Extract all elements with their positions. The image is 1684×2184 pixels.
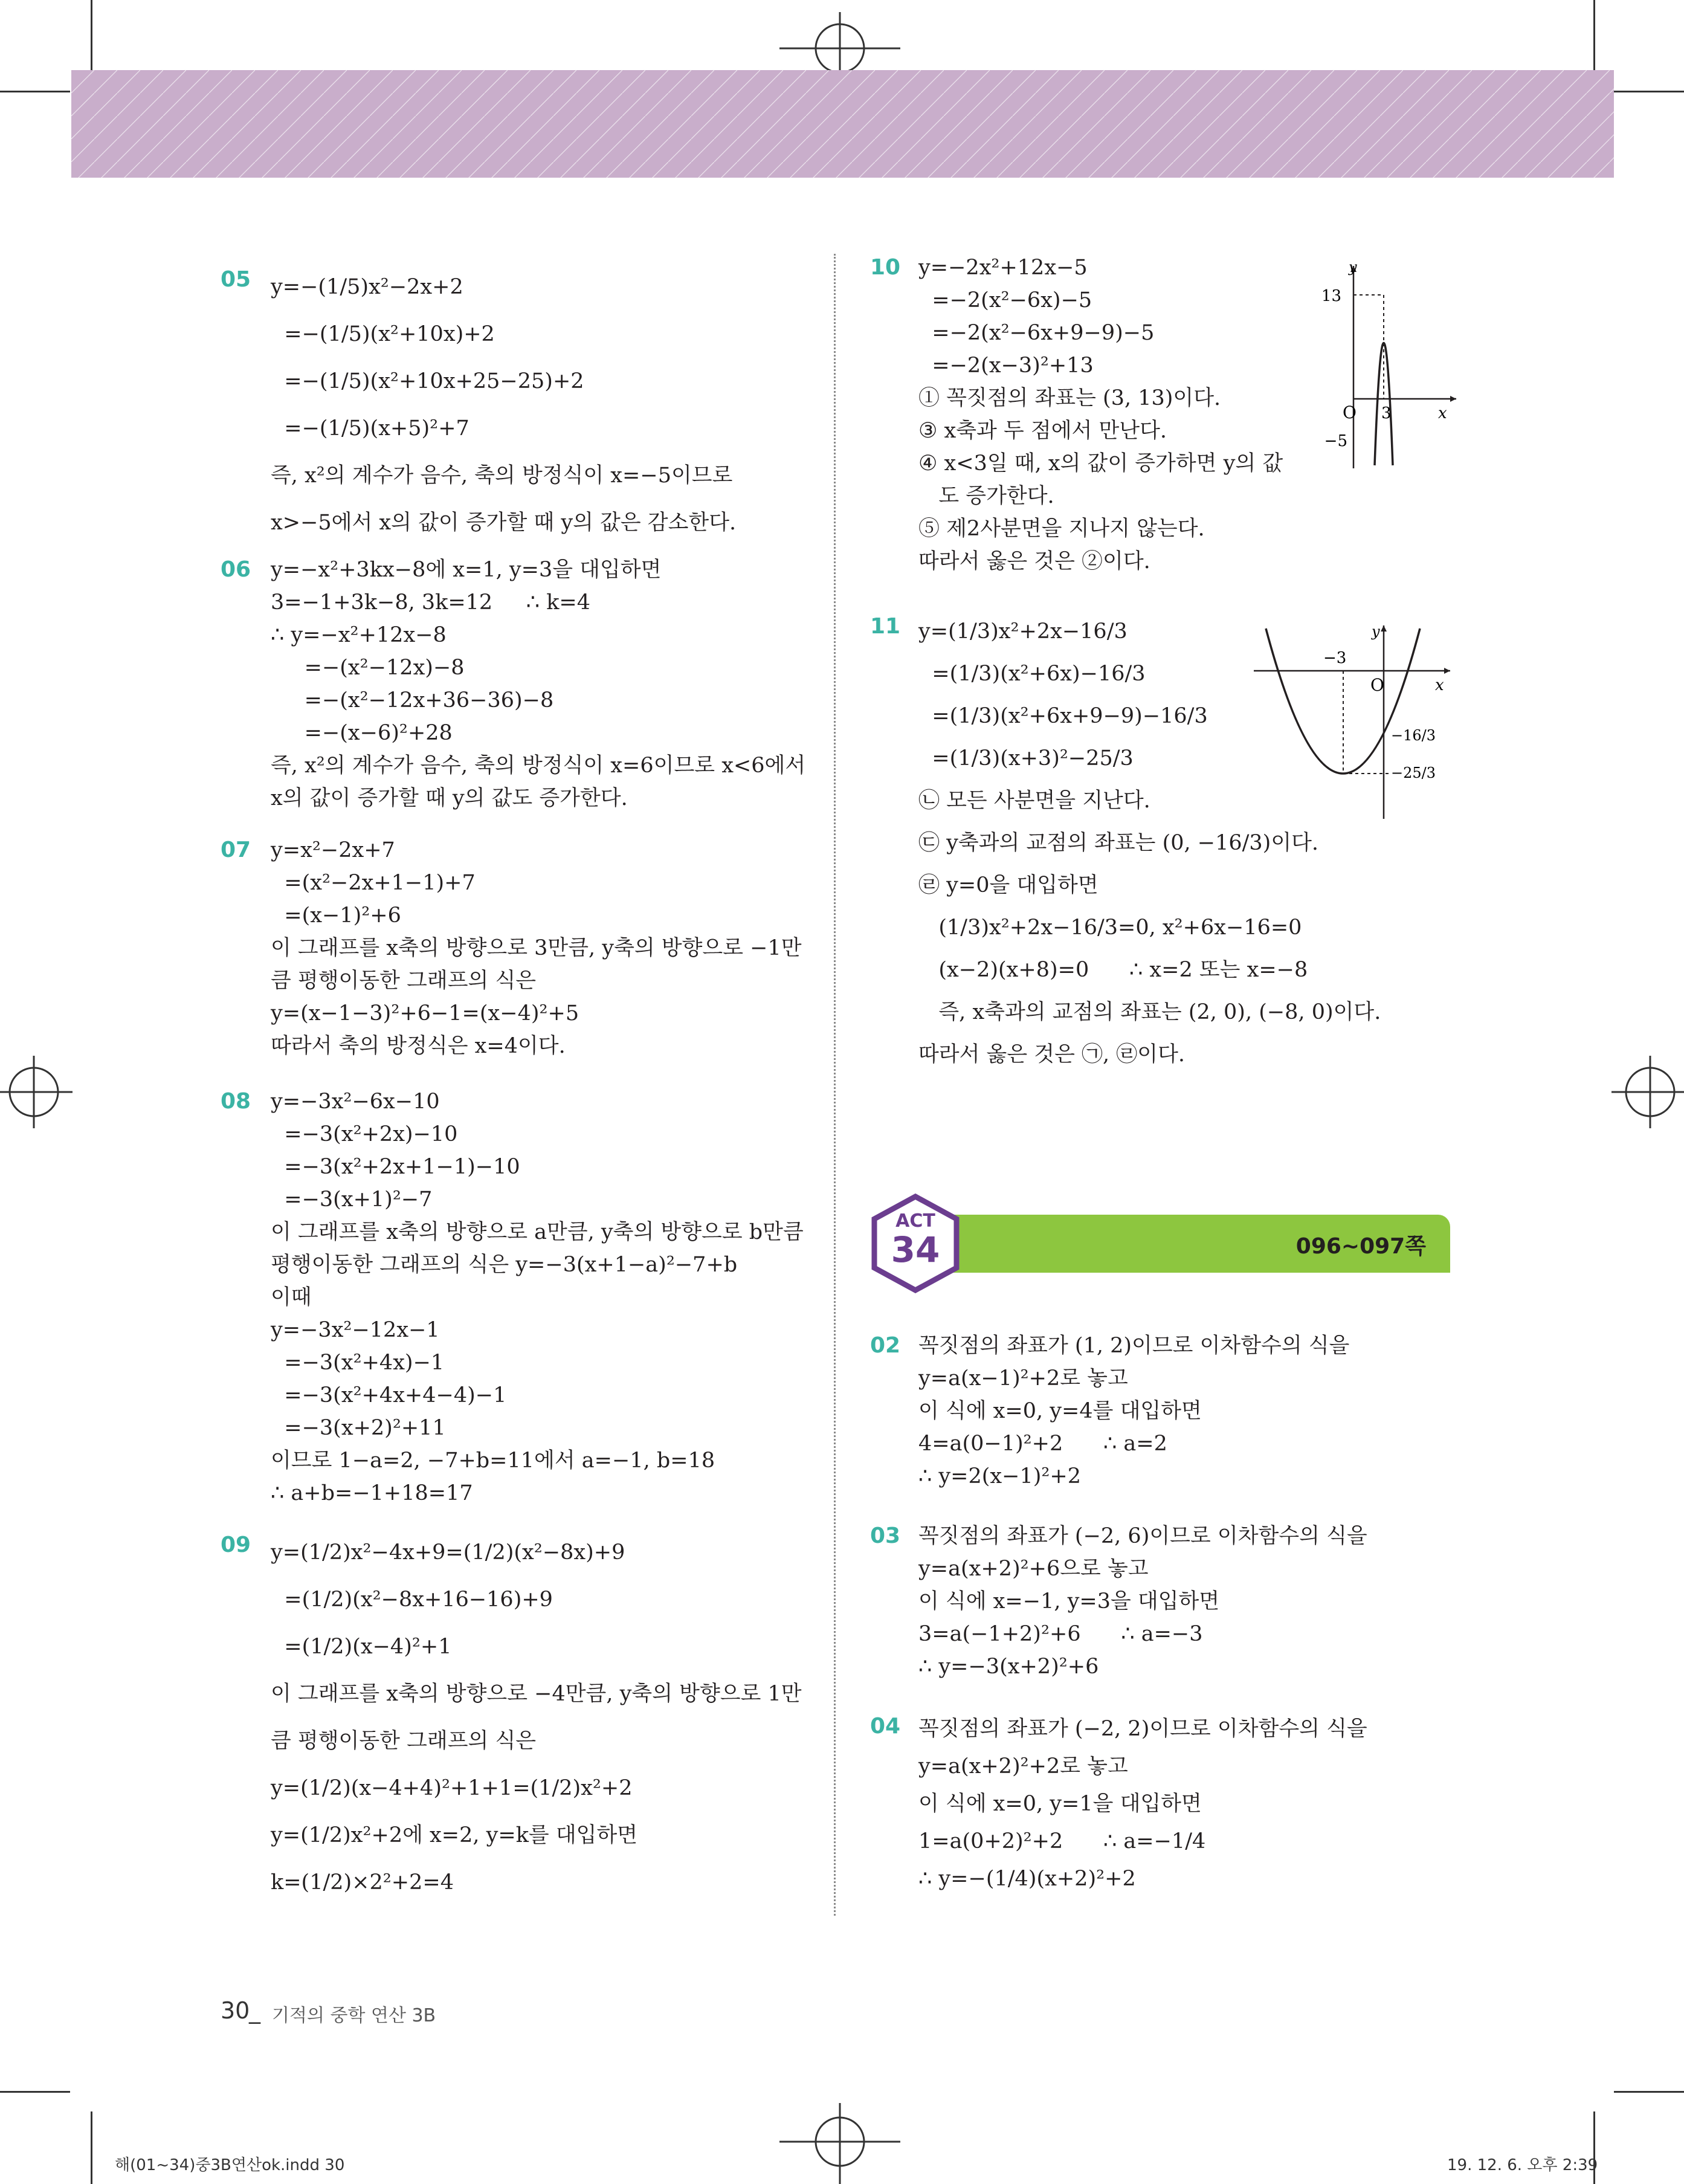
graph10-x-label: x <box>1438 404 1447 422</box>
solution-line: =(1/3)(x²+6x+9−9)−16/3 <box>918 704 1208 728</box>
problem-number: 10 <box>870 255 901 280</box>
graph11-origin: O <box>1370 675 1384 695</box>
file-name: 해(01~34)중3B연산ok.indd 30 <box>115 2156 345 2174</box>
registration-mark <box>1611 1032 1684 1152</box>
solution-line: 이 식에 x=−1, y=3을 대입하면 <box>918 1589 1220 1614</box>
solution-line: ∴ y=2(x−1)²+2 <box>918 1464 1082 1488</box>
solution-line: 1=a(0+2)²+2 ∴ a=−1/4 <box>918 1829 1206 1853</box>
solution-line: 즉, x²의 계수가 음수, 축의 방정식이 x=6이므로 x<6에서 <box>271 754 806 778</box>
solution-line: =−3(x²+2x)−10 <box>271 1122 458 1146</box>
problem-04 <box>918 1710 1367 1898</box>
solution-line: 큼 평행이동한 그래프의 식은 <box>271 969 537 993</box>
crop-mark <box>91 0 92 70</box>
header-banner <box>71 70 1614 178</box>
solution-line: =−3(x²+4x+4−4)−1 <box>271 1383 507 1407</box>
solution-line: y=(x−1−3)²+6−1=(x−4)²+5 <box>271 1001 579 1026</box>
registration-mark <box>0 1032 73 1152</box>
solution-line: k=(1/2)×2²+2=4 <box>271 1870 454 1895</box>
solution-line: y=(1/2)x²+2에 x=2, y=k를 대입하면 <box>271 1823 638 1847</box>
solution-line: y=(1/3)x²+2x−16/3 <box>918 619 1128 644</box>
solution-line: 3=a(−1+2)²+6 ∴ a=−3 <box>918 1622 1203 1646</box>
solution-line: =−3(x+2)²+11 <box>271 1416 446 1440</box>
solution-line: 평행이동한 그래프의 식은 y=−3(x+1−a)²−7+b <box>271 1253 738 1277</box>
solution-line: y=−2x²+12x−5 <box>918 256 1088 280</box>
solution-line: =(x−1)²+6 <box>271 903 401 928</box>
graph-10 <box>1317 254 1462 471</box>
solution-line: 따라서 축의 방정식은 x=4이다. <box>271 1034 566 1058</box>
crop-mark <box>0 91 70 92</box>
solution-line: =(1/2)(x−4)²+1 <box>271 1635 452 1659</box>
solution-line: =(1/2)(x²−8x+16−16)+9 <box>271 1588 553 1612</box>
solution-line: ∴ y=−(1/4)(x+2)²+2 <box>918 1867 1136 1891</box>
solution-line: =(1/3)(x²+6x)−16/3 <box>918 662 1146 686</box>
act-number: 34 <box>891 1229 940 1270</box>
crop-mark <box>1593 0 1595 70</box>
solution-line: ㉢ y축과의 교점의 좌표는 (0, −16/3)이다. <box>918 831 1319 855</box>
solution-line: y=a(x−1)²+2로 놓고 <box>918 1366 1128 1391</box>
solution-line: 꼭짓점의 좌표가 (−2, 2)이므로 이차함수의 식을 <box>918 1717 1367 1741</box>
solution-line: 큼 평행이동한 그래프의 식은 <box>271 1729 537 1753</box>
solution-line: ① 꼭짓점의 좌표는 (3, 13)이다. <box>918 386 1221 410</box>
solution-line: 즉, x축과의 교점의 좌표는 (2, 0), (−8, 0)이다. <box>918 1000 1381 1024</box>
problem-10 <box>918 251 1283 578</box>
solution-line: 따라서 옳은 것은 ②이다. <box>918 549 1150 573</box>
solution-line: 즉, x²의 계수가 음수, 축의 방정식이 x=−5이므로 <box>271 464 733 488</box>
solution-line: ㉡ 모든 사분면을 지난다. <box>918 789 1150 813</box>
solution-line: ⑤ 제2사분면을 지나지 않는다. <box>918 517 1205 541</box>
solution-line: y=−(1/5)x²−2x+2 <box>271 275 463 299</box>
problem-number: 03 <box>870 1523 901 1548</box>
solution-line: =−2(x−3)²+13 <box>918 354 1094 378</box>
graph-11 <box>1251 619 1456 819</box>
registration-mark <box>779 2103 900 2184</box>
solution-line: (x−2)(x+8)=0 ∴ x=2 또는 x=−8 <box>918 958 1308 982</box>
problem-08 <box>271 1085 804 1510</box>
act-pages: 096~097쪽 <box>1295 1234 1426 1259</box>
solution-line: ∴ y=−3(x+2)²+6 <box>918 1655 1099 1679</box>
graph11-tick-25-3: −25/3 <box>1391 764 1436 781</box>
graph10-tick-3: 3 <box>1381 404 1392 422</box>
solution-line: 이 식에 x=0, y=4를 대입하면 <box>918 1399 1202 1423</box>
solution-line: =−(1/5)(x²+10x)+2 <box>271 322 495 346</box>
solution-line: =−(1/5)(x²+10x+25−25)+2 <box>271 369 584 393</box>
solution-line: y=−3x²−6x−10 <box>271 1090 440 1114</box>
solution-line: y=x²−2x+7 <box>271 838 395 862</box>
solution-line: 이 식에 x=0, y=1을 대입하면 <box>918 1792 1202 1816</box>
solution-line: ㉣ y=0을 대입하면 <box>918 873 1098 897</box>
solution-line: =−3(x+1)²−7 <box>271 1187 433 1212</box>
solution-line: ∴ a+b=−1+18=17 <box>271 1481 473 1505</box>
graph11-x-label: x <box>1435 676 1444 694</box>
solution-line: =−(x−6)²+28 <box>271 721 453 745</box>
solution-line: =−(x²−12x)−8 <box>271 656 465 680</box>
solution-line: 이 그래프를 x축의 방향으로 −4만큼, y축의 방향으로 1만 <box>271 1682 802 1706</box>
problem-number: 04 <box>870 1714 901 1739</box>
solution-line: =−(x²−12x+36−36)−8 <box>271 688 554 712</box>
solution-line: =−3(x²+4x)−1 <box>271 1351 445 1375</box>
solution-line: (1/3)x²+2x−16/3=0, x²+6x−16=0 <box>918 916 1302 940</box>
problem-number: 02 <box>870 1333 901 1358</box>
crop-mark <box>91 2111 92 2184</box>
solution-line: =−(1/5)(x+5)²+7 <box>271 416 469 441</box>
solution-line: =−2(x²−6x+9−9)−5 <box>918 321 1155 345</box>
problem-05 <box>271 263 736 546</box>
problem-02 <box>918 1329 1349 1493</box>
graph10-origin: O <box>1343 402 1357 422</box>
crop-mark <box>1614 2091 1684 2093</box>
solution-line: 꼭짓점의 좌표가 (1, 2)이므로 이차함수의 식을 <box>918 1334 1350 1358</box>
solution-line: 이때 <box>271 1285 312 1310</box>
solution-line: y=(1/2)x²−4x+9=(1/2)(x²−8x)+9 <box>271 1540 625 1565</box>
problem-number: 09 <box>221 1533 251 1557</box>
solution-line: y=−x²+3kx−8에 x=1, y=3을 대입하면 <box>271 558 662 582</box>
column-divider <box>834 254 836 1916</box>
act-header-bar <box>918 1215 1450 1273</box>
solution-line: =−3(x²+2x+1−1)−10 <box>271 1155 520 1179</box>
problem-09 <box>271 1529 802 1906</box>
solution-line: =(x²−2x+1−1)+7 <box>271 871 476 895</box>
crop-mark <box>0 2091 70 2093</box>
solution-line: =(1/3)(x+3)²−25/3 <box>918 746 1134 771</box>
solution-line: ∴ y=−x²+12x−8 <box>271 623 447 647</box>
solution-line: 이 그래프를 x축의 방향으로 3만큼, y축의 방향으로 −1만 <box>271 936 802 960</box>
problem-number: 07 <box>221 838 251 862</box>
problem-03 <box>918 1520 1367 1683</box>
solution-line: ④ x<3일 때, x의 값이 증가하면 y의 값 <box>918 451 1283 476</box>
graph10-tick-13: 13 <box>1321 287 1341 305</box>
solution-line: 도 증가한다. <box>918 484 1054 508</box>
solution-line: y=a(x+2)²+6으로 놓고 <box>918 1557 1149 1581</box>
solution-line: 3=−1+3k−8, 3k=12 ∴ k=4 <box>271 590 590 615</box>
problem-number: 05 <box>221 267 251 292</box>
graph10-tick-neg5: −5 <box>1324 432 1347 450</box>
problem-number: 11 <box>870 614 901 639</box>
solution-line: x>−5에서 x의 값이 증가할 때 y의 값은 감소한다. <box>271 511 737 535</box>
solution-line: y=a(x+2)²+2로 놓고 <box>918 1754 1128 1779</box>
solution-line: 꼭짓점의 좌표가 (−2, 6)이므로 이차함수의 식을 <box>918 1524 1367 1548</box>
problem-06 <box>271 554 805 815</box>
book-title: 기적의 중학 연산 3B <box>272 2005 436 2026</box>
solution-line: ③ x축과 두 점에서 만난다. <box>918 419 1167 443</box>
graph11-tick-neg3: −3 <box>1323 649 1347 667</box>
solution-line: y=−3x²−12x−1 <box>271 1318 440 1342</box>
graph10-y-label: y <box>1349 259 1357 276</box>
graph11-tick-16-3: −16/3 <box>1391 727 1436 744</box>
solution-line: 이므로 1−a=2, −7+b=11에서 a=−1, b=18 <box>271 1449 715 1473</box>
page-number: 30 <box>221 1997 250 2024</box>
graph11-y-label: y <box>1372 623 1380 640</box>
solution-line: x의 값이 증가할 때 y의 값도 증가한다. <box>271 786 628 810</box>
problem-number: 08 <box>221 1089 251 1114</box>
footer-sep: _ <box>249 1997 260 2024</box>
problem-07 <box>271 834 802 1062</box>
solution-line: y=(1/2)(x−4+4)²+1+1=(1/2)x²+2 <box>271 1776 633 1800</box>
solution-line: 따라서 옳은 것은 ㉠, ㉣이다. <box>918 1042 1186 1067</box>
print-stamp: 19. 12. 6. 오후 2:39 <box>1447 2156 1598 2174</box>
solution-line: 4=a(0−1)²+2 ∴ a=2 <box>918 1432 1167 1456</box>
act-label: ACT <box>895 1210 935 1232</box>
crop-mark <box>1614 91 1684 92</box>
problem-number: 06 <box>221 557 251 582</box>
solution-line: =−2(x²−6x)−5 <box>918 288 1092 312</box>
solution-line: 이 그래프를 x축의 방향으로 a만큼, y축의 방향으로 b만큼 <box>271 1220 804 1244</box>
